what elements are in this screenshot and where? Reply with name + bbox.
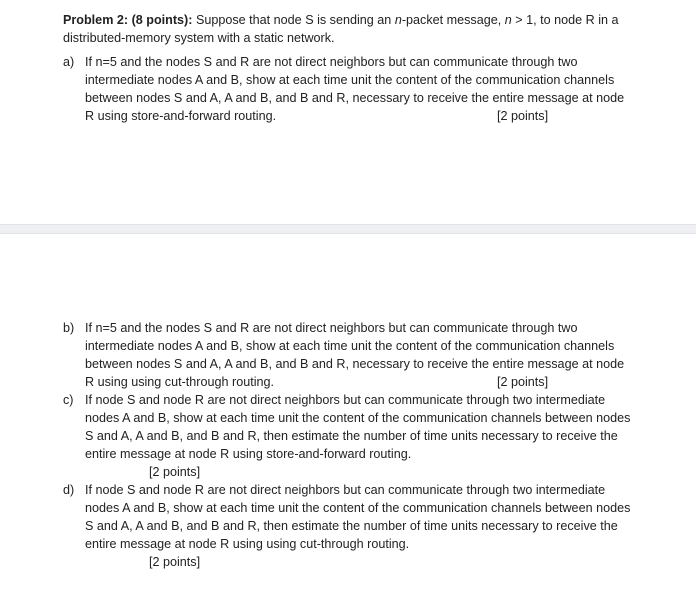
bottom-section — [63, 319, 663, 571]
problem-intro — [63, 11, 663, 47]
intro-text-3: > 1, to node R in a distributed-memory system with a static network. — [63, 13, 619, 45]
intro-n2-italic: n — [504, 13, 512, 27]
part-b-points: [2 points] — [497, 375, 549, 389]
part-b — [63, 319, 633, 391]
intro-text-1: Suppose that node S is sending an — [192, 13, 395, 27]
part-a-points: [2 points] — [497, 109, 549, 123]
part-d-text: If node S and node R are not direct neighbors but can communicate through two intermediate nodes A and B, show at each time unit the content of the communication channels between nodes S and A, A and B, and B and R, then estimate the number of time units necessary to receive the entire message at node R using using cut-through routing. — [85, 483, 631, 551]
intro-text-2: -packet message, — [401, 13, 505, 27]
top-section — [63, 11, 663, 125]
part-c-label: c) — [63, 393, 74, 407]
part-d-label: d) — [63, 483, 75, 497]
part-a-label: a) — [63, 55, 75, 69]
part-a-text: If n=5 and the nodes S and R are not direct neighbors but can communicate through two intermediate nodes A and B, show at each time unit the content of the communication channels between nodes S and A, A and B, and B and R, necessary to receive the entire message at node R using store-and-forward routing. — [85, 55, 625, 123]
problem-title: Problem 2: (8 points): — [63, 13, 193, 27]
page-divider — [0, 224, 696, 234]
part-c-text: If node S and node R are not direct neighbors but can communicate through two intermediate nodes A and B, show at each time unit the content of the communication channels between nodes S and A, A and B, and B and R, then estimate the number of time units necessary to receive the entire message at node R using store-and-forward routing. — [85, 393, 631, 461]
part-b-label: b) — [63, 321, 75, 335]
part-c — [63, 391, 633, 481]
part-c-points: [2 points] — [149, 465, 201, 479]
part-d-points: [2 points] — [149, 555, 201, 569]
part-d — [63, 481, 633, 571]
part-b-text: If n=5 and the nodes S and R are not direct neighbors but can communicate through two intermediate nodes A and B, show at each time unit the content of the communication channels between nodes S and A, A and B, and B and R, necessary to receive the entire message at node R using using cut-through routing. — [85, 321, 625, 389]
part-a — [63, 53, 633, 125]
intro-n-italic: n — [394, 13, 402, 27]
